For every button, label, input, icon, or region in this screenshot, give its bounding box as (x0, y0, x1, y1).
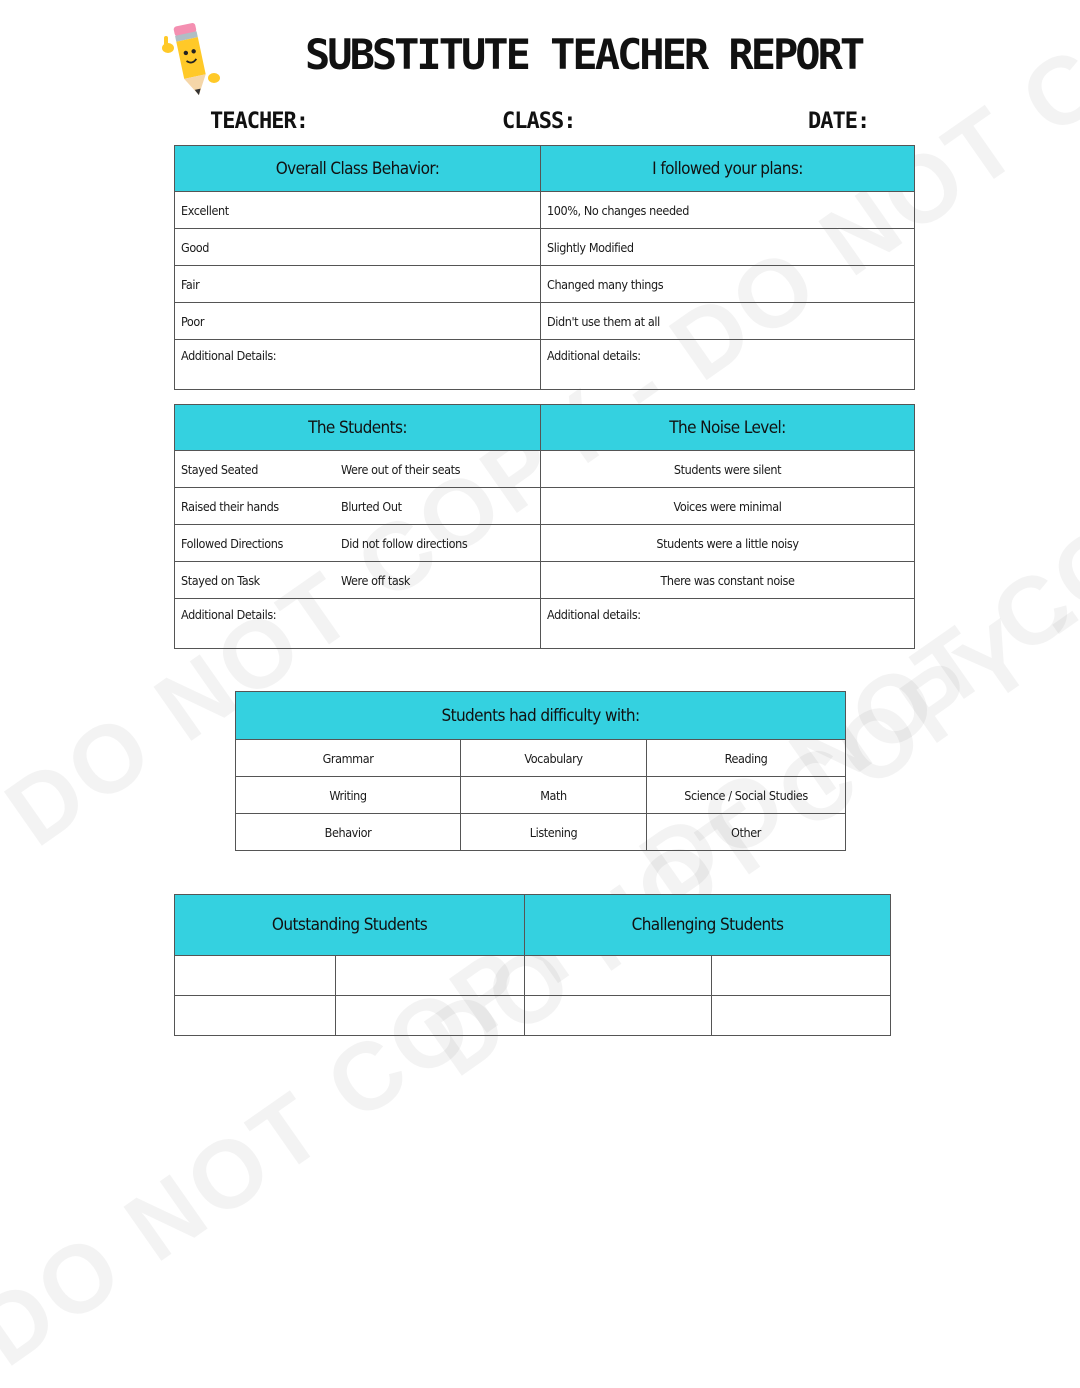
noise-option[interactable]: Students were a little noisy (541, 525, 915, 562)
students-negative: Blurted Out (341, 498, 402, 514)
difficulty-option[interactable]: Reading (647, 740, 846, 777)
plans-option[interactable]: Changed many things (541, 266, 915, 303)
class-label: CLASS: (502, 109, 576, 134)
students-negative: Did not follow directions (341, 535, 468, 551)
students-details[interactable]: Additional Details: (175, 599, 541, 649)
students-positive: Stayed Seated (181, 461, 258, 477)
behavior-option[interactable]: Excellent (175, 192, 541, 229)
challenging-cell[interactable] (712, 996, 891, 1036)
date-label: DATE: (808, 109, 870, 134)
behavior-details[interactable]: Additional Details: (175, 340, 541, 390)
students-positive: Stayed on Task (181, 572, 260, 588)
difficulty-option[interactable]: Behavior (236, 814, 461, 851)
outstanding-cell[interactable] (175, 996, 336, 1036)
students-row[interactable] (175, 525, 541, 562)
outstanding-heading: Outstanding Students (175, 895, 525, 956)
plans-heading: I followed your plans: (541, 146, 915, 192)
noise-heading: The Noise Level: (541, 405, 915, 451)
behavior-plans-table (174, 145, 915, 390)
difficulty-option[interactable]: Vocabulary (461, 740, 647, 777)
difficulty-option[interactable]: Math (461, 777, 647, 814)
plans-option[interactable]: 100%, No changes needed (541, 192, 915, 229)
challenging-heading: Challenging Students (525, 895, 891, 956)
plans-details[interactable]: Additional details: (541, 340, 915, 390)
challenging-cell[interactable] (525, 996, 712, 1036)
behavior-option[interactable]: Poor (175, 303, 541, 340)
students-row[interactable] (175, 451, 541, 488)
behavior-option[interactable]: Fair (175, 266, 541, 303)
difficulty-option[interactable]: Writing (236, 777, 461, 814)
students-positive: Raised their hands (181, 498, 279, 514)
difficulty-option[interactable]: Listening (461, 814, 647, 851)
noise-option[interactable]: There was constant noise (541, 562, 915, 599)
behavior-heading: Overall Class Behavior: (175, 146, 541, 192)
pencil-mascot-icon (160, 18, 222, 100)
difficulty-option[interactable]: Grammar (236, 740, 461, 777)
plans-option[interactable]: Slightly Modified (541, 229, 915, 266)
outstanding-cell[interactable] (336, 956, 525, 996)
difficulty-heading: Students had difficulty with: (236, 692, 846, 740)
outstanding-cell[interactable] (336, 996, 525, 1036)
outstanding-cell[interactable] (175, 956, 336, 996)
challenging-cell[interactable] (525, 956, 712, 996)
students-list-table (174, 894, 891, 1036)
students-row[interactable] (175, 488, 541, 525)
students-negative: Were off task (341, 572, 410, 588)
difficulty-table (235, 691, 846, 851)
challenging-cell[interactable] (712, 956, 891, 996)
students-row[interactable] (175, 562, 541, 599)
teacher-label: TEACHER: (210, 109, 308, 134)
students-negative: Were out of their seats (341, 461, 461, 477)
difficulty-option[interactable]: Other (647, 814, 846, 851)
noise-option[interactable]: Voices were minimal (541, 488, 915, 525)
noise-details[interactable]: Additional details: (541, 599, 915, 649)
students-positive: Followed Directions (181, 535, 283, 551)
students-noise-table (174, 404, 915, 649)
behavior-option[interactable]: Good (175, 229, 541, 266)
plans-option[interactable]: Didn't use them at all (541, 303, 915, 340)
students-heading: The Students: (175, 405, 541, 451)
difficulty-option[interactable]: Science / Social Studies (647, 777, 846, 814)
page-title: SUBSTITUTE TEACHER REPORT (305, 30, 863, 79)
noise-option[interactable]: Students were silent (541, 451, 915, 488)
